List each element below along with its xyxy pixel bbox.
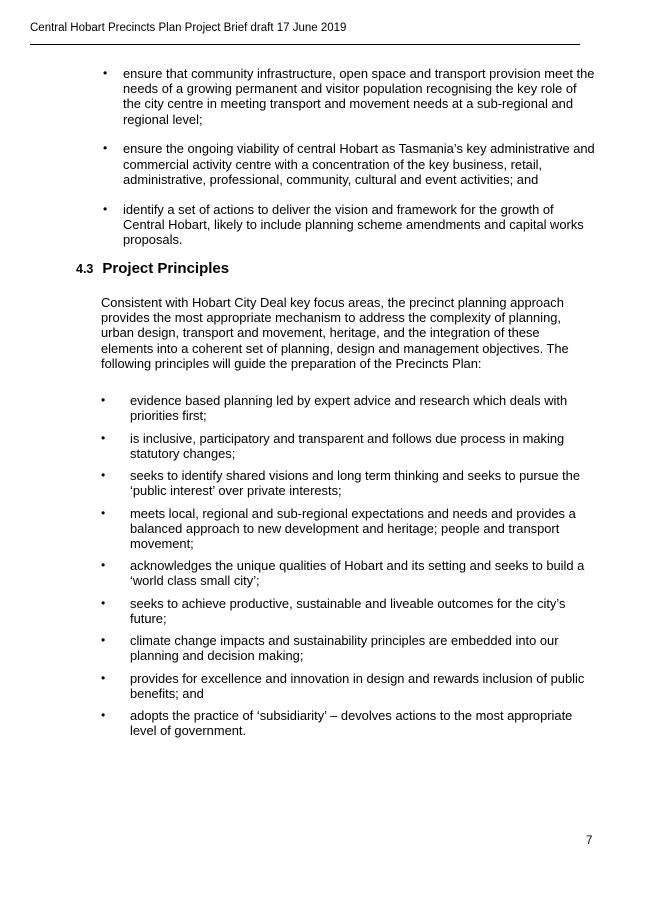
bullet-icon: • xyxy=(101,393,106,407)
list-item xyxy=(97,141,597,187)
document-header: Central Hobart Precincts Plan Project Brief draft 17 June 2019 xyxy=(30,22,347,34)
section-intro: Consistent with Hobart City Deal key focus areas, the precinct planning approach provides the most appropriate mechanism to address the complexity of planning, urban design, transport and movement, heritage, and the integration of these elements into a coherent set of planning, design and management objectives. The following principles will guide the preparation of the Precincts Plan: xyxy=(101,295,569,371)
bullet-icon: • xyxy=(101,468,106,482)
list-item xyxy=(97,506,597,552)
bullet-icon: • xyxy=(103,201,108,216)
header-rule xyxy=(30,44,580,45)
list-item xyxy=(97,431,597,461)
list-item-text: provides for excellence and innovation in design and rewards inclusion of public benefits; and xyxy=(130,670,585,701)
list-item xyxy=(97,468,597,498)
principles-list xyxy=(97,393,597,746)
bullet-icon: • xyxy=(103,66,108,80)
section-heading xyxy=(76,260,229,277)
list-item-text: seeks to identify shared visions and long term thinking and seeks to pursue the ‘public interest’ over private interests; xyxy=(130,468,581,499)
bullet-icon: • xyxy=(101,670,106,685)
list-item xyxy=(97,596,597,626)
objectives-list xyxy=(97,66,597,262)
list-item xyxy=(97,708,597,738)
section-title: Project Principles xyxy=(102,260,230,277)
bullet-icon: • xyxy=(101,558,106,573)
list-item-text: meets local, regional and sub-regional expectations and needs and provides a balanced approach to new development and heritage; people and transport movement; xyxy=(130,505,576,551)
list-item-text: ensure that community infrastructure, open space and transport provision meet the needs of a growing permanent and visitor population recognising the key role of the city centre in meeting transport and movement needs at a sub-regional and regional level; xyxy=(123,66,595,127)
list-item-text: adopts the practice of ‘subsidiarity’ – devolves actions to the most appropriate level of government. xyxy=(130,708,573,739)
bullet-icon: • xyxy=(101,633,106,648)
list-item xyxy=(97,671,597,701)
list-item-text: evidence based planning led by expert advice and research which deals with priorities first; xyxy=(130,393,568,424)
list-item-text: identify a set of actions to deliver the vision and framework for the growth of Central Hobart, likely to include planning scheme amendments and capital works proposals. xyxy=(123,201,584,248)
list-item xyxy=(97,393,597,423)
bullet-icon: • xyxy=(103,141,108,156)
bullet-icon: • xyxy=(101,430,106,445)
list-item-text: seeks to achieve productive, sustainable and liveable outcomes for the city’s future; xyxy=(130,595,566,626)
bullet-icon: • xyxy=(101,595,106,610)
list-item xyxy=(97,66,597,127)
list-item-text: is inclusive, participatory and transparent and follows due process in making statutory changes; xyxy=(130,430,565,461)
section-number: 4.3 xyxy=(76,262,94,276)
list-item-text: ensure the ongoing viability of central Hobart as Tasmania’s key administrative and commercial activity centre with a concentration of the key business, retail, administrative, professional, community, cultural and event activities; and xyxy=(123,141,595,187)
list-item-text: acknowledges the unique qualities of Hobart and its setting and seeks to build a ‘world class small city’; xyxy=(130,558,585,589)
page-number: 7 xyxy=(586,835,593,847)
list-item xyxy=(97,558,597,588)
list-item xyxy=(97,633,597,663)
list-item-text: climate change impacts and sustainability principles are embedded into our planning and decision making; xyxy=(130,633,559,664)
bullet-icon: • xyxy=(101,505,106,520)
bullet-icon: • xyxy=(101,708,106,723)
list-item xyxy=(97,202,597,248)
